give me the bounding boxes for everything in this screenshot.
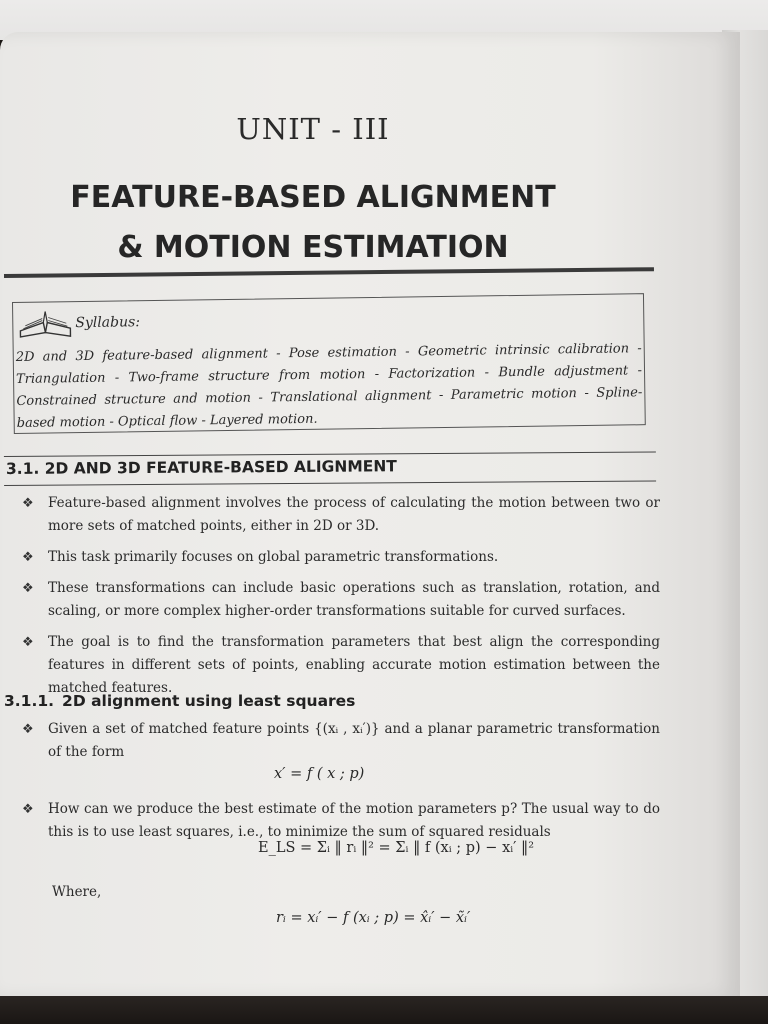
syllabus-box xyxy=(12,293,646,434)
section-3-1-1-bullet-list xyxy=(22,718,660,852)
bullet-text: The goal is to find the transformation parameters that best align the corresponding features in different sets of points, enabling accurate motion estimation between the matched features. xyxy=(48,634,660,696)
list-item xyxy=(22,577,660,623)
bullet-text: Given a set of matched feature points {(xᵢ , xᵢ′)} and a planar parametric transformation of the form xyxy=(48,721,660,760)
list-item xyxy=(22,631,660,700)
chapter-title-line-2: & MOTION ESTIMATION xyxy=(117,230,509,265)
chapter-title-line-1: FEATURE-BASED ALIGNMENT xyxy=(70,180,556,215)
diamond-bullet-icon: ❖ xyxy=(22,802,34,817)
list-item xyxy=(22,546,660,569)
where-label: Where, xyxy=(52,884,102,900)
subsection-title: 2D alignment using least squares xyxy=(62,692,356,710)
subsection-heading-3-1-1 xyxy=(4,692,355,710)
bullet-text: This task primarily focuses on global parametric transformations. xyxy=(48,549,499,565)
equation-least-squares: E_LS = Σᵢ ‖ rᵢ ‖² = Σᵢ ‖ f (xᵢ ; p) − xᵢ′ ‖² xyxy=(258,840,535,856)
bullet-text: How can we produce the best estimate of the motion parameters p? The usual way to do this is to use least squares, i.e., to minimize the sum of squared residuals xyxy=(48,801,660,840)
diamond-bullet-icon: ❖ xyxy=(22,635,34,650)
bullet-text: Feature-based alignment involves the process of calculating the motion between two or more sets of matched points, either in 2D or 3D. xyxy=(48,495,660,534)
equation-transform: x′ = f ( x ; p) xyxy=(274,766,365,782)
list-item xyxy=(22,492,660,538)
syllabus-text: 2D and 3D feature-based alignment - Pose estimation - Geometric intrinsic calibration - Triangulation - Two-frame structure from motion - Factorization - Bundle adjustment - Constrained structure and motion - Translational alignment - Parametric motion - Spline-based motion - Optical flow - Layered motion. xyxy=(15,341,643,431)
section-3-1-bullet-list xyxy=(22,492,660,708)
diamond-bullet-icon: ❖ xyxy=(22,581,34,596)
syllabus-label: Syllabus: xyxy=(75,314,141,332)
open-book-icon xyxy=(17,308,73,339)
section-heading-text: 3.1. 2D AND 3D FEATURE-BASED ALIGNMENT xyxy=(5,457,397,478)
section-heading-3-1 xyxy=(4,451,656,486)
bullet-text: These transformations can include basic operations such as translation, rotation, and scaling, or more complex higher-order transformations suitable for curved surfaces. xyxy=(48,580,660,619)
photo-background-bottom xyxy=(0,996,768,1024)
unit-title: UNIT - III xyxy=(236,112,390,146)
subsection-number: 3.1.1. xyxy=(4,692,55,710)
equation-residual: rᵢ = xᵢ′ − f (xᵢ ; p) = x̂ᵢ′ − x̃ᵢ′ xyxy=(276,910,471,926)
list-item xyxy=(22,798,660,844)
diamond-bullet-icon: ❖ xyxy=(22,496,34,511)
diamond-bullet-icon: ❖ xyxy=(22,722,34,737)
list-item xyxy=(22,718,660,764)
diamond-bullet-icon: ❖ xyxy=(22,550,34,565)
